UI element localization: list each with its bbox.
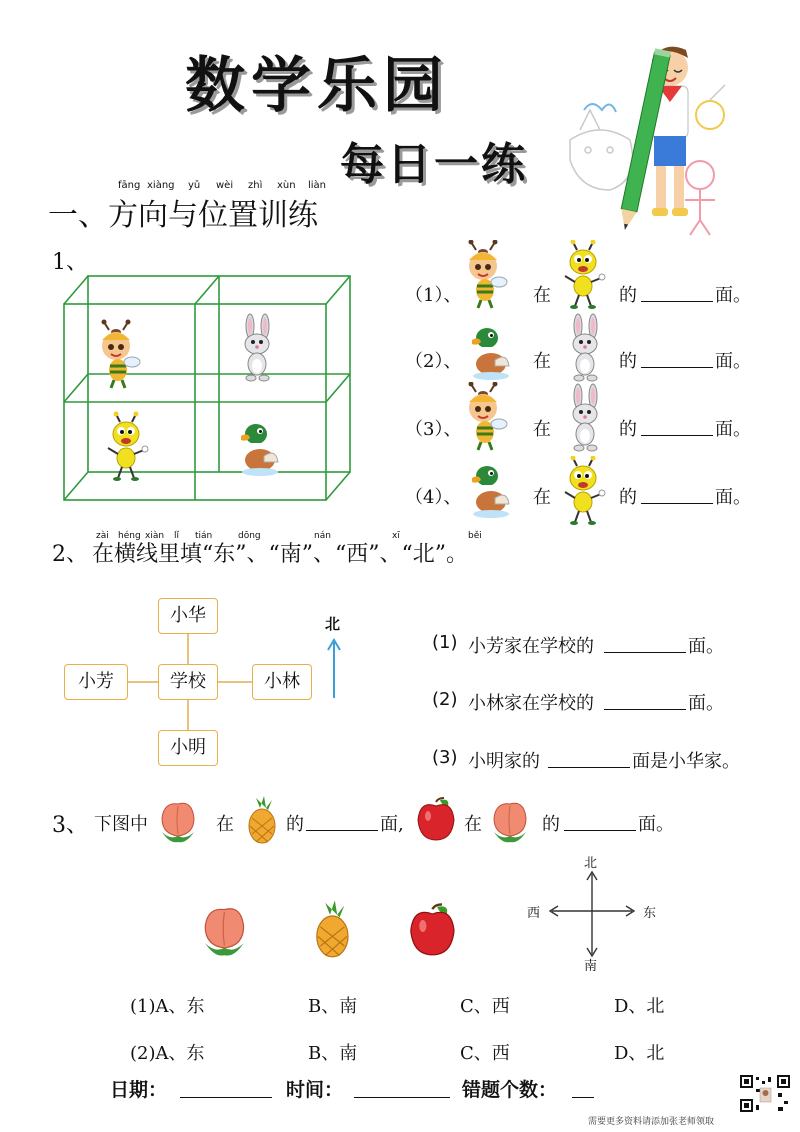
- pinyin-2: xiàng: [147, 180, 175, 191]
- pinyin-7: liàn: [308, 180, 327, 191]
- q1-items: [405, 270, 795, 530]
- choice-b[interactable]: B、南: [308, 1043, 358, 1064]
- q3-mian: 面,: [380, 814, 404, 835]
- choice-d[interactable]: D、北: [614, 1043, 665, 1064]
- choice-c[interactable]: C、西: [460, 1043, 510, 1064]
- answer-blank[interactable]: [604, 709, 686, 710]
- compass-east: 东: [643, 906, 657, 921]
- choice-d[interactable]: D、北: [614, 996, 665, 1017]
- pinyin-nan: nán: [314, 531, 331, 541]
- compass-south: 南: [584, 959, 598, 974]
- q3-mian2: 面。: [638, 814, 674, 835]
- q3-de: 的: [286, 814, 304, 835]
- pineapple-icon: [306, 898, 362, 960]
- q2-instruction: 在横线里填“东”、“南”、“西”、“北”。: [92, 542, 468, 567]
- pinyin-5: zhì: [248, 180, 263, 191]
- date-label: 日期：: [110, 1079, 168, 1101]
- peach-icon: [488, 796, 534, 844]
- map-box-top: 小华: [158, 598, 218, 634]
- q2-item-2: [432, 687, 792, 717]
- answer-blank[interactable]: [641, 435, 713, 436]
- q1-zai: 在: [533, 351, 551, 372]
- q1-zai: 在: [533, 487, 551, 508]
- ant-icon: [561, 240, 611, 310]
- q1-mian: 面。: [715, 351, 751, 372]
- q1-zai: 在: [533, 285, 551, 306]
- q1-de: 的: [619, 285, 637, 306]
- section-title: 一、方向与位置训练: [48, 198, 318, 233]
- q3-zai: 在: [216, 814, 234, 835]
- q3-zai2: 在: [464, 814, 482, 835]
- map-box-left: 小芳: [64, 664, 128, 700]
- q2-item-label: (1): [432, 632, 458, 653]
- q3-stem: [90, 796, 790, 846]
- bee-icon: [461, 240, 511, 310]
- pinyin-3: yǔ: [188, 180, 201, 191]
- q3-number: 3、: [52, 813, 88, 838]
- answer-blank[interactable]: [604, 652, 686, 653]
- choice-c[interactable]: C、西: [460, 996, 510, 1017]
- answer-blank[interactable]: [564, 830, 636, 831]
- footer-note: 需要更多资料请添加张老师领取: [588, 1117, 715, 1127]
- ant-icon: [561, 456, 611, 526]
- q1-zai: 在: [533, 419, 551, 440]
- answer-blank[interactable]: [641, 503, 713, 504]
- q3-lead: 下图中: [94, 814, 148, 835]
- pineapple-icon: [240, 794, 286, 846]
- errors-label: 错题个数：: [462, 1079, 558, 1101]
- pinyin-bei: běi: [468, 531, 482, 541]
- q2-number: 2、: [52, 542, 88, 567]
- cube-grid: [60, 272, 360, 504]
- compass-icon: [544, 868, 640, 964]
- pinyin-4: wèi: [216, 180, 234, 191]
- q2-item-label: (2): [432, 689, 458, 710]
- map-box-bottom: 小明: [158, 730, 218, 766]
- duck-icon: [467, 458, 517, 522]
- q3-choices-1: [130, 992, 690, 1018]
- rabbit-icon: [563, 382, 613, 452]
- peach-icon: [156, 796, 202, 844]
- q2-item-tail: 面。: [688, 693, 724, 714]
- page-title: 数学乐园: [185, 51, 449, 121]
- q2-item-tail: 面。: [688, 636, 724, 657]
- q2-item-label: (3): [432, 747, 458, 768]
- q1-item-3: [405, 404, 795, 464]
- q2-item-text: 小芳家在学校的: [468, 636, 594, 657]
- qr-code-icon: [740, 1075, 790, 1113]
- q1-mian: 面。: [715, 285, 751, 306]
- apple-icon: [414, 796, 460, 844]
- duck-icon: [467, 320, 517, 384]
- pinyin-xi: xī: [392, 531, 400, 541]
- errors-blank[interactable]: [572, 1097, 594, 1098]
- page-subtitle: 每日一练: [340, 139, 528, 190]
- date-blank[interactable]: [180, 1097, 272, 1098]
- footer-fields: [110, 1075, 630, 1105]
- answer-blank[interactable]: [306, 830, 378, 831]
- q2-item-1: [432, 630, 792, 660]
- time-blank[interactable]: [354, 1097, 450, 1098]
- pinyin-1: fāng: [118, 180, 141, 191]
- q1-item-4: [405, 472, 795, 532]
- q1-de: 的: [619, 419, 637, 440]
- q1-mian: 面。: [715, 487, 751, 508]
- answer-blank[interactable]: [548, 767, 630, 768]
- q3-de2: 的: [542, 814, 560, 835]
- q3-choices-2: [130, 1039, 690, 1065]
- q2-item-3: [432, 745, 792, 775]
- choice-a[interactable]: (2)A、东: [130, 1043, 205, 1064]
- time-label: 时间：: [286, 1079, 344, 1101]
- pinyin-li: lǐ: [174, 531, 180, 541]
- q1-number: 1、: [52, 250, 88, 275]
- rabbit-icon: [563, 312, 613, 382]
- q1-de: 的: [619, 487, 637, 508]
- peach-icon: [198, 900, 254, 956]
- pinyin-dong: dōng: [238, 531, 261, 541]
- bee-icon: [461, 382, 511, 452]
- north-arrow-icon: [326, 638, 342, 700]
- answer-blank[interactable]: [641, 301, 713, 302]
- answer-blank[interactable]: [641, 367, 713, 368]
- q2-item-text: 小林家在学校的: [468, 693, 594, 714]
- q1-item-label: （4）、: [405, 487, 462, 508]
- north-label: 北: [325, 615, 341, 633]
- q2-item-tail: 面是小华家。: [632, 751, 740, 772]
- pinyin-6: xùn: [277, 180, 296, 191]
- pinyin-zai: zài: [96, 531, 109, 541]
- pinyin-xian: xiàn: [145, 531, 165, 541]
- q2-item-text: 小明家的: [468, 751, 540, 772]
- q1-item-label: （2）、: [405, 351, 462, 372]
- map-box-center: 学校: [158, 664, 218, 700]
- choice-b[interactable]: B、南: [308, 996, 358, 1017]
- q1-item-label: （1）、: [405, 285, 462, 306]
- map-box-right: 小林: [252, 664, 312, 700]
- compass-north: 北: [584, 856, 598, 871]
- compass-west: 西: [527, 906, 541, 921]
- pinyin-heng: héng: [118, 531, 141, 541]
- choice-a[interactable]: (1)A、东: [130, 996, 205, 1017]
- pinyin-tian: tián: [195, 531, 213, 541]
- q1-de: 的: [619, 351, 637, 372]
- q1-item-label: （3）、: [405, 419, 462, 440]
- boy-pencil-illustration: [560, 40, 740, 240]
- apple-icon: [406, 902, 462, 958]
- q1-mian: 面。: [715, 419, 751, 440]
